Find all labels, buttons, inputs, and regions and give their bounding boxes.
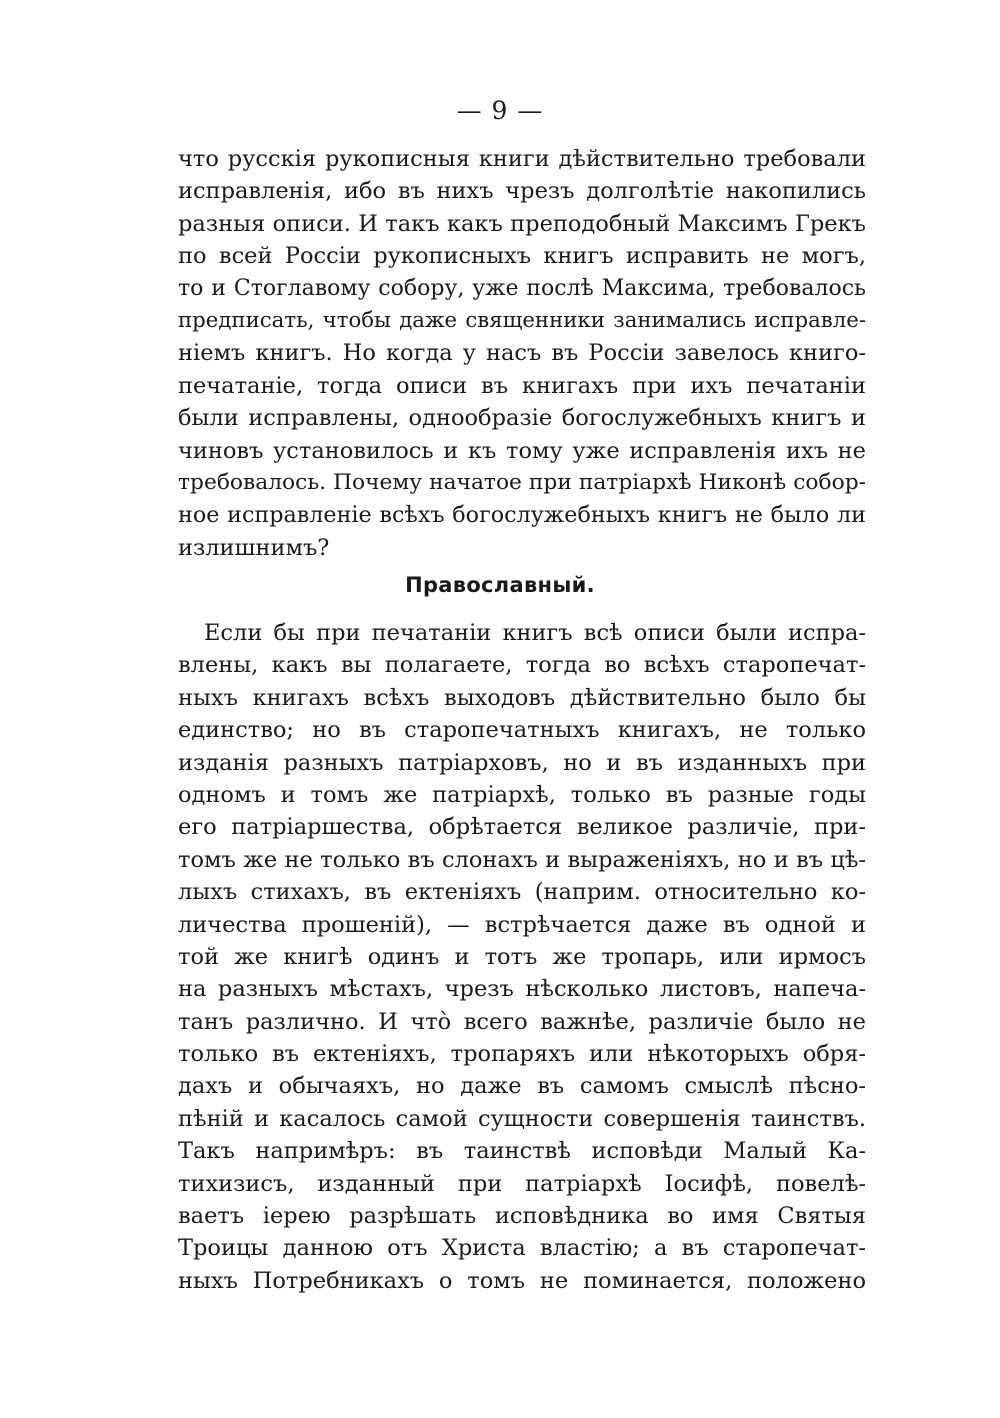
text-line: только въ ектеніяхъ, тропаряхъ или нѣкоторыхъ обря- [178,1041,866,1068]
text-line: разныя описи. И такъ какъ преподобный Максимъ Грекъ [178,210,866,237]
section-heading: Православный. [405,573,595,597]
text-line: ваетъ іерею разрѣшать исповѣдника во имя Святыя [178,1203,866,1230]
text-line: предписать, чтобы даже священники занимались исправле- [178,307,866,333]
text-line: ныхъ книгахъ всѣхъ выходовъ дѣйствительно было бы [178,684,866,711]
text-line: ное исправленіе всѣхъ богослужебныхъ книгъ не было ли [178,502,866,529]
text-line: на разныхъ мѣстахъ, чрезъ нѣсколько листовъ, напеча- [178,976,866,1003]
text-line: по всей Россіи рукописныхъ книгъ исправить не могъ, [178,243,866,270]
page-number: — 9 — [456,96,544,125]
text-line: личества прошеній), — встрѣчается даже въ одной и [178,911,866,938]
text-line: ніемъ книгъ. Но когда у насъ въ Россіи завелось книго- [178,340,866,367]
text-line: печатаніе, тогда описи въ книгахъ при ихъ печатаніи [178,372,866,399]
paragraph-question [178,143,866,564]
text-line: изданія разныхъ патріарховъ, но и въ изданныхъ при [178,749,866,776]
text-line: Если бы при печатаніи книгъ всѣ описи были испра- [204,620,866,646]
text-line: той же книгѣ одинъ и тотъ же тропарь, или ирмосъ [178,943,866,970]
text-line: чиновъ установилось и къ тому уже исправленія ихъ не [178,437,866,464]
text-line: единство; но въ старопечатныхъ книгахъ, не только [178,717,866,744]
text-line: то и Стоглавому собору, уже послѣ Максима, требовалось [178,275,866,301]
text-line: исправленія, ибо въ нихъ чрезъ долголѣтіе накопились [178,178,866,205]
text-line: томъ же не только въ слонахъ и выраженіяхъ, но и въ цѣ- [178,846,866,873]
text-line: влены, какъ вы полагаете, тогда во всѣхъ старопечат- [178,652,866,679]
text-line: тихизисъ, изданный при патріархѣ Іосифѣ, повелѣ- [178,1170,866,1197]
text-line: танъ различно. И что̀ всего важнѣе, различіе было не [178,1008,866,1035]
text-line: его патріаршества, обрѣтается великое различіе, при- [178,814,866,841]
text-line: ныхъ Потребникахъ о томъ не поминается, положено [178,1267,866,1294]
text-line: излишнимъ? [178,534,330,561]
text-line: что русскія рукописныя книги дѣйствительно требовали [178,146,866,172]
text-line: одномъ и томъ же патріархѣ, только въ разные годы [178,781,866,808]
text-line: лыхъ стихахъ, въ ектеніяхъ (наприм. относительно ко- [178,879,866,906]
text-line: пѣній и касалось самой сущности совершенія таинствъ. [178,1105,866,1132]
text-line: Такъ напримѣръ: въ таинствѣ исповѣди Малый Ка- [178,1138,866,1165]
text-line: дахъ и обычаяхъ, но даже въ самомъ смыслѣ пѣсно- [178,1073,866,1100]
paragraph-answer [178,617,866,1297]
text-line: требовалось. Почему начатое при патріархѣ Никонѣ собор- [178,469,866,495]
text-line: были исправлены, однообразіе богослужебныхъ книгъ и [178,405,866,432]
text-line: Троицы данною отъ Христа властію; а въ старопечат- [178,1235,866,1262]
